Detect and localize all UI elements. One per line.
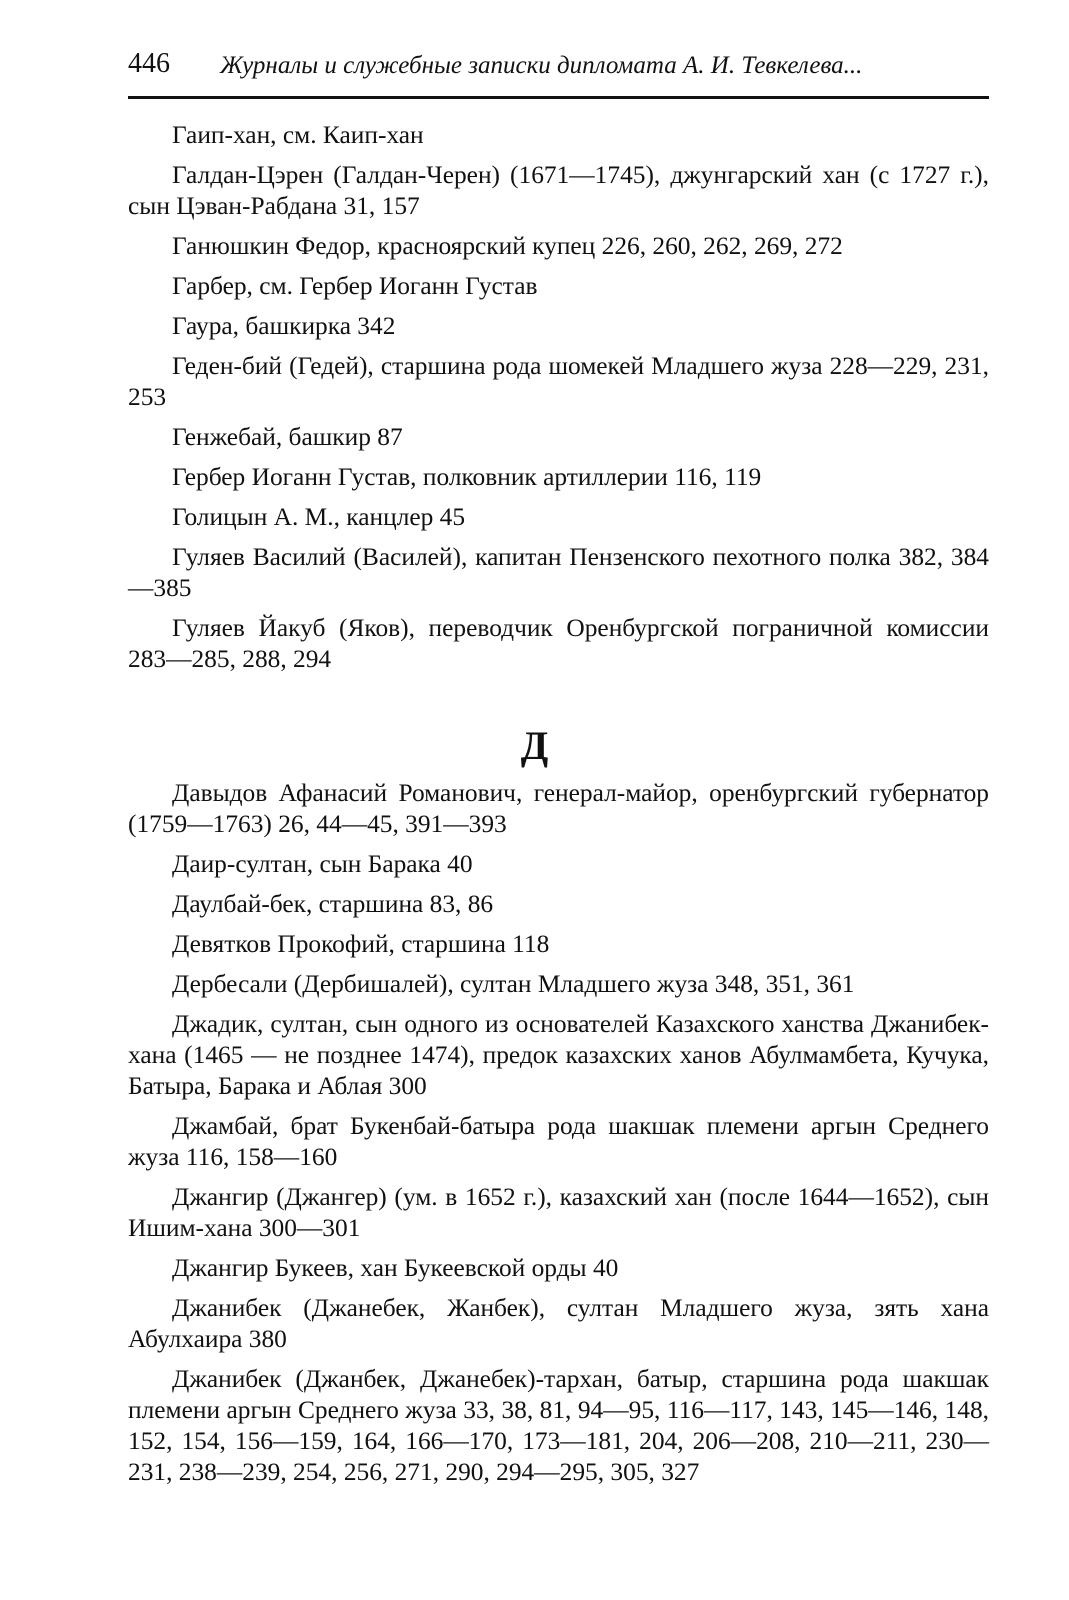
index-entry: Джангир (Джангер) (ум. в 1652 г.), казахский хан (после 1644—1652), сын Ишим-хана 300—301 (128, 1183, 989, 1242)
index-entry: Ганюшкин Федор, красноярский купец 226, 260, 262, 269, 272 (172, 232, 843, 260)
index-entry: Джадик, султан, сын одного из основателей Казахского ханства Джанибек-хана (1465 — не позднее 1474), предок казахских ханов Абулмамбета, Кучука, Батыра, Барака и Аблая 300 (128, 1010, 989, 1100)
index-entry: Гарбер, см. Гербер Иоганн Густав (172, 272, 538, 300)
index-entry: Гуляев Йакуб (Яков), переводчик Оренбургской пограничной комиссии 283—285, 288, 294 (128, 614, 989, 673)
index-entry: Джамбай, брат Букенбай-батыра рода шакшак племени аргын Среднего жуза 116, 158—160 (128, 1112, 989, 1171)
index-entry: Джангир Букеев, хан Букеевской орды 40 (172, 1254, 619, 1282)
running-head (128, 46, 989, 90)
index-entry: Даир-султан, сын Барака 40 (172, 850, 473, 878)
index-entry: Генжебай, башкир 87 (172, 423, 403, 451)
index-entry: Гербер Иоганн Густав, полковник артиллерии 116, 119 (172, 463, 762, 491)
index-entry: Галдан-Цэрен (Галдан-Черен) (1671—1745), джунгарский хан (с 1727 г.), сын Цэван-Рабдана 31, 157 (128, 161, 989, 220)
index-entry: Дербесали (Дербишалей), султан Младшего жуза 348, 351, 361 (172, 970, 855, 998)
index-entry: Гаип-хан, см. Каип-хан (172, 121, 424, 149)
index-entry: Гаура, башкирка 342 (172, 312, 396, 340)
index-entry: Девятков Прокофий, старшина 118 (172, 930, 550, 958)
page-number: 446 (128, 48, 170, 79)
index-entry: Джанибек (Джанебек, Жанбек), султан Младшего жуза, зять хана Абулхаира 380 (128, 1294, 989, 1353)
index-entry: Даулбай-бек, старшина 83, 86 (172, 890, 494, 918)
index-entry: Давыдов Афанасий Романович, генерал-майор, оренбургский губернатор (1759—1763) 26, 44—45, 391—393 (128, 779, 989, 838)
index-section-d (128, 778, 989, 1497)
index-entry: Геден-бий (Гедей), старшина рода шомекей Младшего жуза 228—229, 231, 253 (128, 352, 989, 411)
index-entry: Голицын А. М., канцлер 45 (172, 503, 466, 531)
index-entry: Гуляев Василий (Василей), капитан Пензенского пехотного полка 382, 384—385 (128, 543, 989, 602)
header-rule (128, 96, 989, 99)
section-letter-heading: Д (520, 723, 549, 768)
running-title: Журналы и служебные записки дипломата А. И. Тевкелева... (220, 52, 863, 79)
index-entry: Джанибек (Джанбек, Джанебек)-тархан, батыр, старшина рода шакшак племени аргын Среднего жуза 33, 38, 81, 94—95, 116—117, 143, 145—146, 148, 152, 154, 156—159, 164, 166—170, 173—181, 204, 206—208, 210—211, 230—231, 238—239, 254, 256, 271, 290, 294—295, 305, 327 (128, 1365, 989, 1486)
index-section-g (128, 120, 989, 684)
